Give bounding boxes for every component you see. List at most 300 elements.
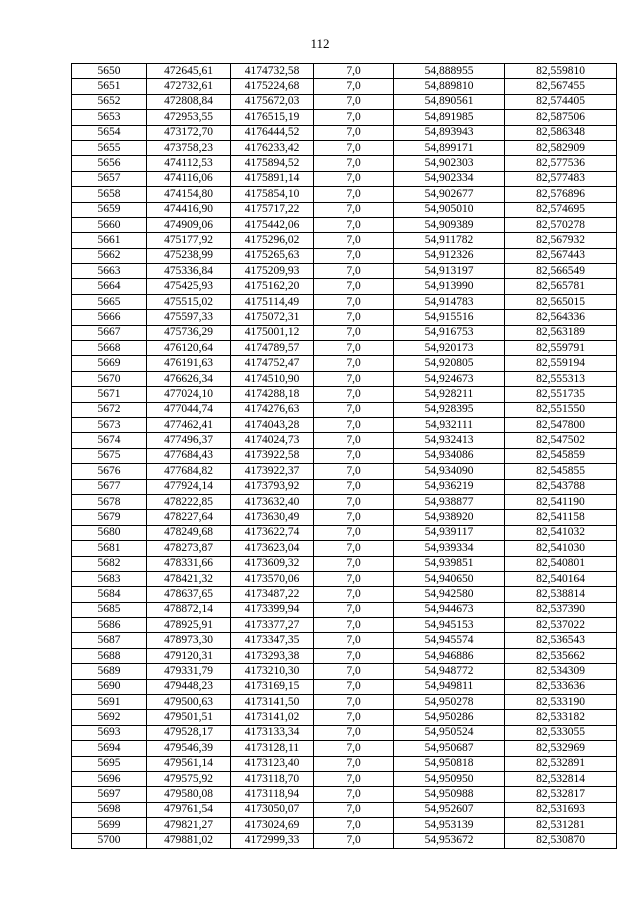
latitude-cell: 54,949811 (394, 679, 505, 694)
point-number-cell: 5675 (72, 448, 147, 463)
table-row (72, 248, 617, 263)
longitude-cell: 82,533055 (505, 725, 617, 740)
point-number-cell: 5696 (72, 771, 147, 786)
latitude-cell: 54,938877 (394, 494, 505, 509)
value-cell: 7,0 (314, 171, 394, 186)
latitude-cell: 54,932111 (394, 417, 505, 432)
value-cell: 7,0 (314, 571, 394, 586)
value-cell: 7,0 (314, 402, 394, 417)
latitude-cell: 54,950818 (394, 756, 505, 771)
latitude-cell: 54,889810 (394, 79, 505, 94)
value-cell: 7,0 (314, 710, 394, 725)
y-coordinate-cell: 4175224,68 (231, 79, 314, 94)
x-coordinate-cell: 474112,53 (147, 156, 231, 171)
table-row (72, 771, 617, 786)
x-coordinate-cell: 479500,63 (147, 695, 231, 710)
longitude-cell: 82,545859 (505, 448, 617, 463)
point-number-cell: 5671 (72, 387, 147, 402)
x-coordinate-cell: 474116,06 (147, 171, 231, 186)
x-coordinate-cell: 475425,93 (147, 279, 231, 294)
latitude-cell: 54,920173 (394, 341, 505, 356)
latitude-cell: 54,888955 (394, 64, 505, 79)
latitude-cell: 54,899171 (394, 140, 505, 155)
longitude-cell: 82,533636 (505, 679, 617, 694)
x-coordinate-cell: 475238,99 (147, 248, 231, 263)
y-coordinate-cell: 4174789,57 (231, 341, 314, 356)
table-row (72, 79, 617, 94)
latitude-cell: 54,945153 (394, 618, 505, 633)
value-cell: 7,0 (314, 233, 394, 248)
x-coordinate-cell: 475336,84 (147, 264, 231, 279)
y-coordinate-cell: 4175854,10 (231, 187, 314, 202)
x-coordinate-cell: 474416,90 (147, 202, 231, 217)
value-cell: 7,0 (314, 618, 394, 633)
longitude-cell: 82,574695 (505, 202, 617, 217)
x-coordinate-cell: 475515,02 (147, 294, 231, 309)
latitude-cell: 54,940650 (394, 571, 505, 586)
x-coordinate-cell: 478273,87 (147, 541, 231, 556)
x-coordinate-cell: 478637,65 (147, 587, 231, 602)
latitude-cell: 54,914783 (394, 294, 505, 309)
longitude-cell: 82,582909 (505, 140, 617, 155)
value-cell: 7,0 (314, 125, 394, 140)
point-number-cell: 5685 (72, 602, 147, 617)
longitude-cell: 82,540801 (505, 556, 617, 571)
longitude-cell: 82,541032 (505, 525, 617, 540)
y-coordinate-cell: 4173793,92 (231, 479, 314, 494)
table-row (72, 710, 617, 725)
point-number-cell: 5667 (72, 325, 147, 340)
table-row (72, 448, 617, 463)
y-coordinate-cell: 4173141,02 (231, 710, 314, 725)
x-coordinate-cell: 477684,82 (147, 464, 231, 479)
y-coordinate-cell: 4173632,40 (231, 494, 314, 509)
value-cell: 7,0 (314, 787, 394, 802)
latitude-cell: 54,950524 (394, 725, 505, 740)
value-cell: 7,0 (314, 648, 394, 663)
table-row (72, 479, 617, 494)
x-coordinate-cell: 472645,61 (147, 64, 231, 79)
x-coordinate-cell: 478973,30 (147, 633, 231, 648)
table-row (72, 402, 617, 417)
value-cell: 7,0 (314, 741, 394, 756)
y-coordinate-cell: 4175717,22 (231, 202, 314, 217)
latitude-cell: 54,911782 (394, 233, 505, 248)
point-number-cell: 5693 (72, 725, 147, 740)
longitude-cell: 82,533182 (505, 710, 617, 725)
value-cell: 7,0 (314, 756, 394, 771)
value-cell: 7,0 (314, 417, 394, 432)
point-number-cell: 5657 (72, 171, 147, 186)
longitude-cell: 82,567932 (505, 233, 617, 248)
point-number-cell: 5699 (72, 818, 147, 833)
value-cell: 7,0 (314, 602, 394, 617)
value-cell: 7,0 (314, 433, 394, 448)
value-cell: 7,0 (314, 541, 394, 556)
table-row (72, 371, 617, 386)
x-coordinate-cell: 479821,27 (147, 818, 231, 833)
y-coordinate-cell: 4175442,06 (231, 217, 314, 232)
y-coordinate-cell: 4176444,52 (231, 125, 314, 140)
table-row (72, 110, 617, 125)
point-number-cell: 5650 (72, 64, 147, 79)
latitude-cell: 54,932413 (394, 433, 505, 448)
latitude-cell: 54,928395 (394, 402, 505, 417)
point-number-cell: 5651 (72, 79, 147, 94)
y-coordinate-cell: 4175891,14 (231, 171, 314, 186)
point-number-cell: 5662 (72, 248, 147, 263)
x-coordinate-cell: 476626,34 (147, 371, 231, 386)
longitude-cell: 82,532814 (505, 771, 617, 786)
y-coordinate-cell: 4173169,15 (231, 679, 314, 694)
latitude-cell: 54,953139 (394, 818, 505, 833)
table-row (72, 818, 617, 833)
y-coordinate-cell: 4175072,31 (231, 310, 314, 325)
x-coordinate-cell: 477044,74 (147, 402, 231, 417)
table-row (72, 233, 617, 248)
y-coordinate-cell: 4173922,37 (231, 464, 314, 479)
point-number-cell: 5666 (72, 310, 147, 325)
point-number-cell: 5678 (72, 494, 147, 509)
longitude-cell: 82,535662 (505, 648, 617, 663)
table-row (72, 156, 617, 171)
longitude-cell: 82,533190 (505, 695, 617, 710)
y-coordinate-cell: 4175114,49 (231, 294, 314, 309)
table-row (72, 294, 617, 309)
x-coordinate-cell: 474154,80 (147, 187, 231, 202)
value-cell: 7,0 (314, 341, 394, 356)
x-coordinate-cell: 479881,02 (147, 833, 231, 848)
latitude-cell: 54,928211 (394, 387, 505, 402)
y-coordinate-cell: 4176515,19 (231, 110, 314, 125)
latitude-cell: 54,939117 (394, 525, 505, 540)
point-number-cell: 5684 (72, 587, 147, 602)
table-row (72, 571, 617, 586)
x-coordinate-cell: 475597,33 (147, 310, 231, 325)
longitude-cell: 82,537390 (505, 602, 617, 617)
y-coordinate-cell: 4175162,20 (231, 279, 314, 294)
longitude-cell: 82,540164 (505, 571, 617, 586)
value-cell: 7,0 (314, 79, 394, 94)
latitude-cell: 54,950286 (394, 710, 505, 725)
y-coordinate-cell: 4173118,94 (231, 787, 314, 802)
table-row (72, 664, 617, 679)
longitude-cell: 82,565015 (505, 294, 617, 309)
value-cell: 7,0 (314, 525, 394, 540)
value-cell: 7,0 (314, 479, 394, 494)
table-row (72, 187, 617, 202)
value-cell: 7,0 (314, 356, 394, 371)
longitude-cell: 82,559194 (505, 356, 617, 371)
x-coordinate-cell: 478227,64 (147, 510, 231, 525)
table-row (72, 433, 617, 448)
latitude-cell: 54,902303 (394, 156, 505, 171)
table-row (72, 648, 617, 663)
y-coordinate-cell: 4174752,47 (231, 356, 314, 371)
y-coordinate-cell: 4174024,73 (231, 433, 314, 448)
point-number-cell: 5681 (72, 541, 147, 556)
x-coordinate-cell: 479580,08 (147, 787, 231, 802)
latitude-cell: 54,946886 (394, 648, 505, 663)
longitude-cell: 82,570278 (505, 217, 617, 232)
value-cell: 7,0 (314, 695, 394, 710)
longitude-cell: 82,567455 (505, 79, 617, 94)
latitude-cell: 54,950278 (394, 695, 505, 710)
x-coordinate-cell: 475177,92 (147, 233, 231, 248)
latitude-cell: 54,920805 (394, 356, 505, 371)
x-coordinate-cell: 477684,43 (147, 448, 231, 463)
point-number-cell: 5682 (72, 556, 147, 571)
value-cell: 7,0 (314, 802, 394, 817)
y-coordinate-cell: 4175296,02 (231, 233, 314, 248)
point-number-cell: 5679 (72, 510, 147, 525)
longitude-cell: 82,574405 (505, 94, 617, 109)
table-row (72, 541, 617, 556)
value-cell: 7,0 (314, 64, 394, 79)
y-coordinate-cell: 4175894,52 (231, 156, 314, 171)
latitude-cell: 54,905010 (394, 202, 505, 217)
latitude-cell: 54,934086 (394, 448, 505, 463)
y-coordinate-cell: 4174732,58 (231, 64, 314, 79)
x-coordinate-cell: 479528,17 (147, 725, 231, 740)
point-number-cell: 5695 (72, 756, 147, 771)
value-cell: 7,0 (314, 371, 394, 386)
latitude-cell: 54,891985 (394, 110, 505, 125)
point-number-cell: 5674 (72, 433, 147, 448)
table-row (72, 787, 617, 802)
latitude-cell: 54,913990 (394, 279, 505, 294)
x-coordinate-cell: 479120,31 (147, 648, 231, 663)
y-coordinate-cell: 4176233,42 (231, 140, 314, 155)
value-cell: 7,0 (314, 264, 394, 279)
value-cell: 7,0 (314, 510, 394, 525)
x-coordinate-cell: 479761,54 (147, 802, 231, 817)
table-row (72, 279, 617, 294)
point-number-cell: 5661 (72, 233, 147, 248)
y-coordinate-cell: 4174288,18 (231, 387, 314, 402)
point-number-cell: 5689 (72, 664, 147, 679)
point-number-cell: 5658 (72, 187, 147, 202)
longitude-cell: 82,538814 (505, 587, 617, 602)
longitude-cell: 82,541030 (505, 541, 617, 556)
x-coordinate-cell: 477024,10 (147, 387, 231, 402)
y-coordinate-cell: 4173118,70 (231, 771, 314, 786)
value-cell: 7,0 (314, 187, 394, 202)
x-coordinate-cell: 476120,64 (147, 341, 231, 356)
point-number-cell: 5690 (72, 679, 147, 694)
longitude-cell: 82,547800 (505, 417, 617, 432)
latitude-cell: 54,936219 (394, 479, 505, 494)
point-number-cell: 5683 (72, 571, 147, 586)
value-cell: 7,0 (314, 633, 394, 648)
x-coordinate-cell: 479546,39 (147, 741, 231, 756)
latitude-cell: 54,952607 (394, 802, 505, 817)
table-row (72, 356, 617, 371)
value-cell: 7,0 (314, 494, 394, 509)
x-coordinate-cell: 474909,06 (147, 217, 231, 232)
latitude-cell: 54,953672 (394, 833, 505, 848)
table-row (72, 602, 617, 617)
longitude-cell: 82,566549 (505, 264, 617, 279)
longitude-cell: 82,536543 (505, 633, 617, 648)
y-coordinate-cell: 4173128,11 (231, 741, 314, 756)
value-cell: 7,0 (314, 217, 394, 232)
y-coordinate-cell: 4173609,32 (231, 556, 314, 571)
point-number-cell: 5687 (72, 633, 147, 648)
table-row (72, 833, 617, 848)
x-coordinate-cell: 479331,79 (147, 664, 231, 679)
x-coordinate-cell: 472808,84 (147, 94, 231, 109)
longitude-cell: 82,532969 (505, 741, 617, 756)
value-cell: 7,0 (314, 140, 394, 155)
table-row (72, 325, 617, 340)
latitude-cell: 54,913197 (394, 264, 505, 279)
longitude-cell: 82,534309 (505, 664, 617, 679)
point-number-cell: 5652 (72, 94, 147, 109)
y-coordinate-cell: 4173210,30 (231, 664, 314, 679)
y-coordinate-cell: 4173293,38 (231, 648, 314, 663)
x-coordinate-cell: 477462,41 (147, 417, 231, 432)
value-cell: 7,0 (314, 279, 394, 294)
table-row (72, 494, 617, 509)
latitude-cell: 54,893943 (394, 125, 505, 140)
table-row (72, 525, 617, 540)
point-number-cell: 5668 (72, 341, 147, 356)
value-cell: 7,0 (314, 725, 394, 740)
point-number-cell: 5655 (72, 140, 147, 155)
table-row (72, 556, 617, 571)
y-coordinate-cell: 4173133,34 (231, 725, 314, 740)
longitude-cell: 82,587506 (505, 110, 617, 125)
value-cell: 7,0 (314, 387, 394, 402)
y-coordinate-cell: 4173630,49 (231, 510, 314, 525)
table-row (72, 94, 617, 109)
y-coordinate-cell: 4174276,63 (231, 402, 314, 417)
y-coordinate-cell: 4173922,58 (231, 448, 314, 463)
longitude-cell: 82,577483 (505, 171, 617, 186)
table-row (72, 695, 617, 710)
table-row (72, 64, 617, 79)
latitude-cell: 54,902334 (394, 171, 505, 186)
table-row (72, 633, 617, 648)
latitude-cell: 54,948772 (394, 664, 505, 679)
latitude-cell: 54,902677 (394, 187, 505, 202)
y-coordinate-cell: 4173399,94 (231, 602, 314, 617)
table-row (72, 587, 617, 602)
longitude-cell: 82,532817 (505, 787, 617, 802)
value-cell: 7,0 (314, 464, 394, 479)
point-number-cell: 5660 (72, 217, 147, 232)
value-cell: 7,0 (314, 202, 394, 217)
y-coordinate-cell: 4173024,69 (231, 818, 314, 833)
y-coordinate-cell: 4175265,63 (231, 248, 314, 263)
table-row (72, 264, 617, 279)
y-coordinate-cell: 4173141,50 (231, 695, 314, 710)
table-row (72, 510, 617, 525)
y-coordinate-cell: 4173622,74 (231, 525, 314, 540)
longitude-cell: 82,541158 (505, 510, 617, 525)
point-number-cell: 5656 (72, 156, 147, 171)
x-coordinate-cell: 473758,23 (147, 140, 231, 155)
x-coordinate-cell: 476191,63 (147, 356, 231, 371)
latitude-cell: 54,934090 (394, 464, 505, 479)
longitude-cell: 82,541190 (505, 494, 617, 509)
y-coordinate-cell: 4174043,28 (231, 417, 314, 432)
point-number-cell: 5672 (72, 402, 147, 417)
table-row (72, 310, 617, 325)
value-cell: 7,0 (314, 448, 394, 463)
x-coordinate-cell: 478421,32 (147, 571, 231, 586)
latitude-cell: 54,939334 (394, 541, 505, 556)
longitude-cell: 82,537022 (505, 618, 617, 633)
x-coordinate-cell: 477496,37 (147, 433, 231, 448)
longitude-cell: 82,565781 (505, 279, 617, 294)
table-row (72, 417, 617, 432)
longitude-cell: 82,545855 (505, 464, 617, 479)
latitude-cell: 54,916753 (394, 325, 505, 340)
longitude-cell: 82,531693 (505, 802, 617, 817)
table-row (72, 725, 617, 740)
latitude-cell: 54,939851 (394, 556, 505, 571)
table-row (72, 140, 617, 155)
point-number-cell: 5653 (72, 110, 147, 125)
point-number-cell: 5692 (72, 710, 147, 725)
point-number-cell: 5654 (72, 125, 147, 140)
x-coordinate-cell: 472732,61 (147, 79, 231, 94)
value-cell: 7,0 (314, 325, 394, 340)
latitude-cell: 54,950687 (394, 741, 505, 756)
x-coordinate-cell: 477924,14 (147, 479, 231, 494)
latitude-cell: 54,950988 (394, 787, 505, 802)
table-body (72, 64, 617, 849)
point-number-cell: 5670 (72, 371, 147, 386)
y-coordinate-cell: 4174510,90 (231, 371, 314, 386)
y-coordinate-cell: 4173123,40 (231, 756, 314, 771)
point-number-cell: 5669 (72, 356, 147, 371)
latitude-cell: 54,942580 (394, 587, 505, 602)
latitude-cell: 54,890561 (394, 94, 505, 109)
value-cell: 7,0 (314, 818, 394, 833)
latitude-cell: 54,944673 (394, 602, 505, 617)
table-row (72, 464, 617, 479)
latitude-cell: 54,945574 (394, 633, 505, 648)
y-coordinate-cell: 4173570,06 (231, 571, 314, 586)
value-cell: 7,0 (314, 556, 394, 571)
table-row (72, 171, 617, 186)
longitude-cell: 82,543788 (505, 479, 617, 494)
page-number: 112 (310, 36, 330, 51)
x-coordinate-cell: 479561,14 (147, 756, 231, 771)
longitude-cell: 82,564336 (505, 310, 617, 325)
value-cell: 7,0 (314, 156, 394, 171)
point-number-cell: 5664 (72, 279, 147, 294)
point-number-cell: 5686 (72, 618, 147, 633)
latitude-cell: 54,912326 (394, 248, 505, 263)
x-coordinate-cell: 479501,51 (147, 710, 231, 725)
x-coordinate-cell: 478925,91 (147, 618, 231, 633)
latitude-cell: 54,938920 (394, 510, 505, 525)
x-coordinate-cell: 478222,85 (147, 494, 231, 509)
longitude-cell: 82,551735 (505, 387, 617, 402)
x-coordinate-cell: 472953,55 (147, 110, 231, 125)
y-coordinate-cell: 4175672,03 (231, 94, 314, 109)
point-number-cell: 5698 (72, 802, 147, 817)
x-coordinate-cell: 478331,66 (147, 556, 231, 571)
latitude-cell: 54,915516 (394, 310, 505, 325)
longitude-cell: 82,530870 (505, 833, 617, 848)
y-coordinate-cell: 4175209,93 (231, 264, 314, 279)
value-cell: 7,0 (314, 833, 394, 848)
